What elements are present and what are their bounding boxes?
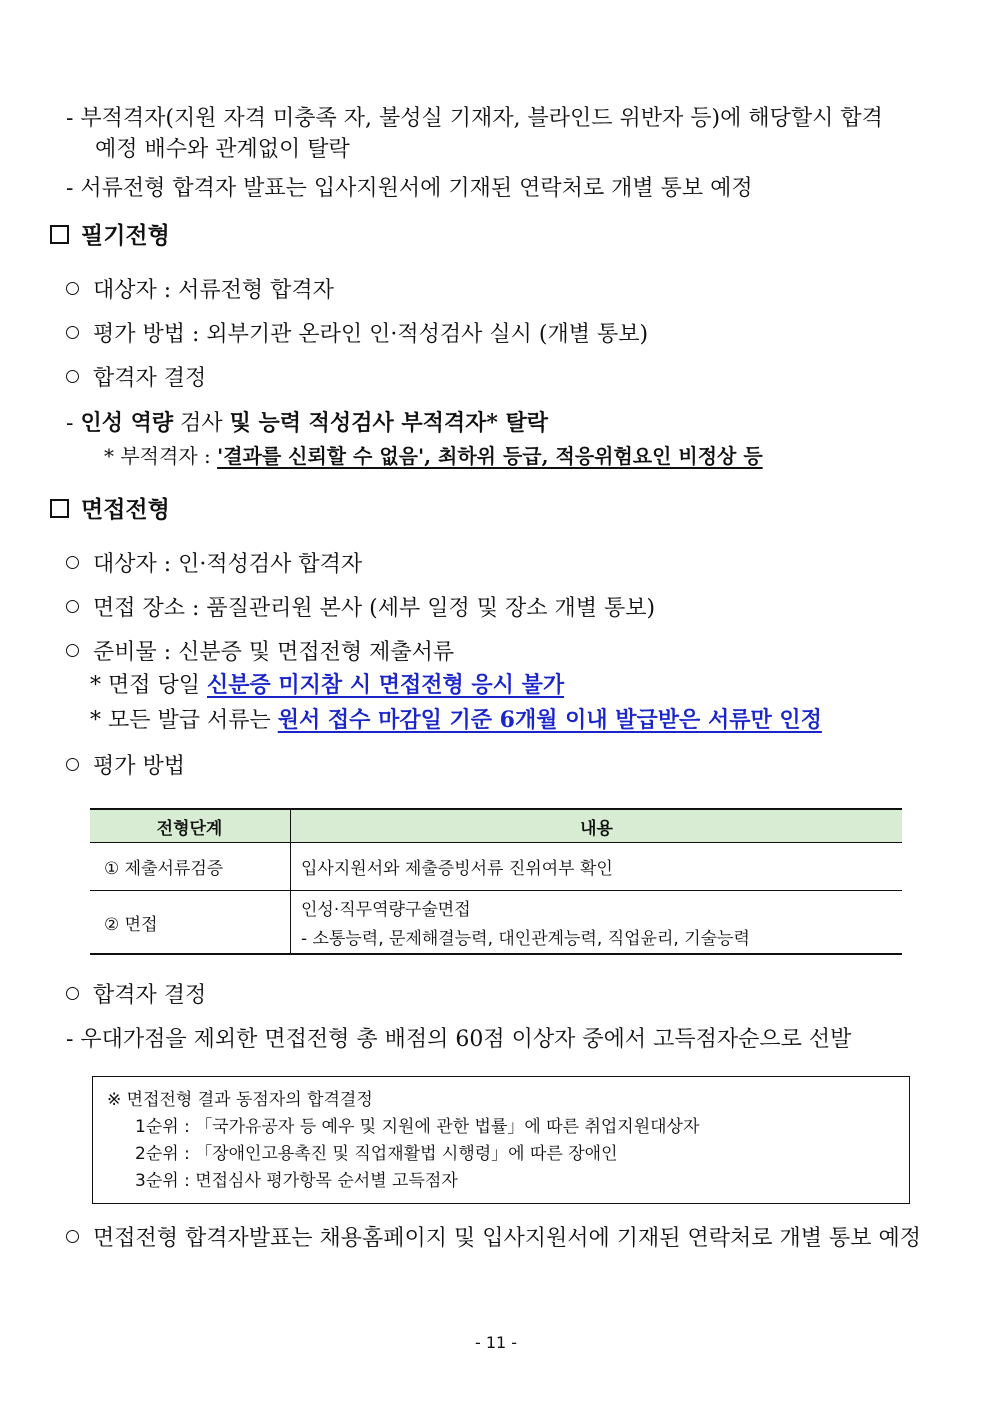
notice-line: 1순위 : 「국가유공자 등 예우 및 지원에 관한 법률」에 따른 취업지원대상자 — [135, 1117, 700, 1137]
circle-bullet-icon — [66, 758, 79, 771]
interview-prep-note-1: * 면접 당일 신분증 미지참 시 면접전형 응시 불가 — [90, 672, 565, 698]
page-number: - 11 - — [474, 1333, 518, 1352]
table-header-stage: 전형단계 — [90, 809, 291, 843]
prep-note-2-emphasis: 원서 접수 마감일 기준 6개월 이내 발급받은 서류만 인정 — [277, 707, 822, 733]
circle-bullet-icon — [66, 987, 79, 1000]
checkbox-square-icon — [50, 499, 69, 518]
section-heading-interview — [50, 495, 170, 525]
intro-line-1: - 부적격자(지원 자격 미충족 자, 불성실 기재자, 블라인드 위반자 등)에 해당할시 합격 — [66, 106, 883, 131]
written-result-line: - 인성 역량 검사 및 능력 적성검사 부적격자* 탈락 — [66, 410, 549, 436]
written-item-target: 대상자 : 서류전형 합격자 — [66, 276, 334, 306]
table-cell-content: 인성·직무역량구술면접 - 소통능력, 문제해결능력, 대인관계능력, 직업윤리, 기술능력 — [291, 891, 903, 955]
circle-bullet-icon — [66, 600, 79, 613]
table-cell-stage: ① 제출서류검증 — [90, 843, 291, 891]
notice-line: 2순위 : 「장애인고용촉진 및 직업재활법 시행령」에 따른 장애인 — [135, 1144, 618, 1164]
table-cell-stage: ② 면접 — [90, 891, 291, 955]
section-heading-written — [50, 221, 170, 251]
circle-bullet-icon — [66, 1230, 79, 1243]
table-header-row — [90, 809, 902, 843]
intro-line-3: - 서류전형 합격자 발표는 입사지원서에 기재된 연락처로 개별 통보 예정 — [66, 176, 753, 201]
written-item-method: 평가 방법 : 외부기관 온라인 인·적성검사 실시 (개별 통보) — [66, 320, 648, 350]
interview-announce: 면접전형 합격자발표는 채용홈페이지 및 입사지원서에 기재된 연락처로 개별 통보 예정 — [66, 1224, 921, 1254]
notice-title: ※ 면접전형 결과 동점자의 합격결정 — [107, 1090, 373, 1110]
interview-decision-label: 합격자 결정 — [66, 981, 206, 1011]
interview-item-prep: 준비물 : 신분증 및 면접전형 제출서류 — [66, 638, 454, 668]
interview-eval-label: 평가 방법 — [66, 752, 185, 782]
written-note: * 부적격자 : '결과를 신뢰할 수 없음', 최하위 등급, 적응위험요인 비정상 등 — [104, 444, 763, 468]
table-row — [90, 891, 902, 955]
circle-bullet-icon — [66, 556, 79, 569]
prep-note-1-emphasis: 신분증 미지참 시 면접전형 응시 불가 — [207, 672, 565, 698]
circle-bullet-icon — [66, 282, 79, 295]
intro-line-2: 예정 배수와 관계없이 탈락 — [95, 137, 350, 162]
notice-line: 3순위 : 면접심사 평가항목 순서별 고득점자 — [135, 1171, 458, 1191]
circle-bullet-icon — [66, 326, 79, 339]
table-row — [90, 843, 902, 891]
interview-decision-line: - 우대가점을 제외한 면접전형 총 배점의 60점 이상자 중에서 고득점자순으로 선발 — [66, 1027, 852, 1052]
table-cell-content: 입사지원서와 제출증빙서류 진위여부 확인 — [291, 843, 903, 891]
table-header-content: 내용 — [291, 809, 903, 843]
checkbox-square-icon — [50, 225, 69, 244]
written-item-decision: 합격자 결정 — [66, 364, 206, 394]
section-title-interview: 면접전형 — [81, 497, 170, 523]
interview-item-place: 면접 장소 : 품질관리원 본사 (세부 일정 및 장소 개별 통보) — [66, 594, 655, 624]
interview-prep-note-2: * 모든 발급 서류는 원서 접수 마감일 기준 6개월 이내 발급받은 서류만 인정 — [90, 707, 822, 733]
interview-item-target: 대상자 : 인·적성검사 합격자 — [66, 550, 362, 580]
tie-break-notice-box — [92, 1076, 910, 1204]
written-note-emphasis: '결과를 신뢰할 수 없음', 최하위 등급, 적응위험요인 비정상 등 — [217, 444, 763, 468]
evaluation-table — [90, 808, 902, 955]
circle-bullet-icon — [66, 370, 79, 383]
circle-bullet-icon — [66, 644, 79, 657]
section-title-written: 필기전형 — [81, 223, 170, 249]
